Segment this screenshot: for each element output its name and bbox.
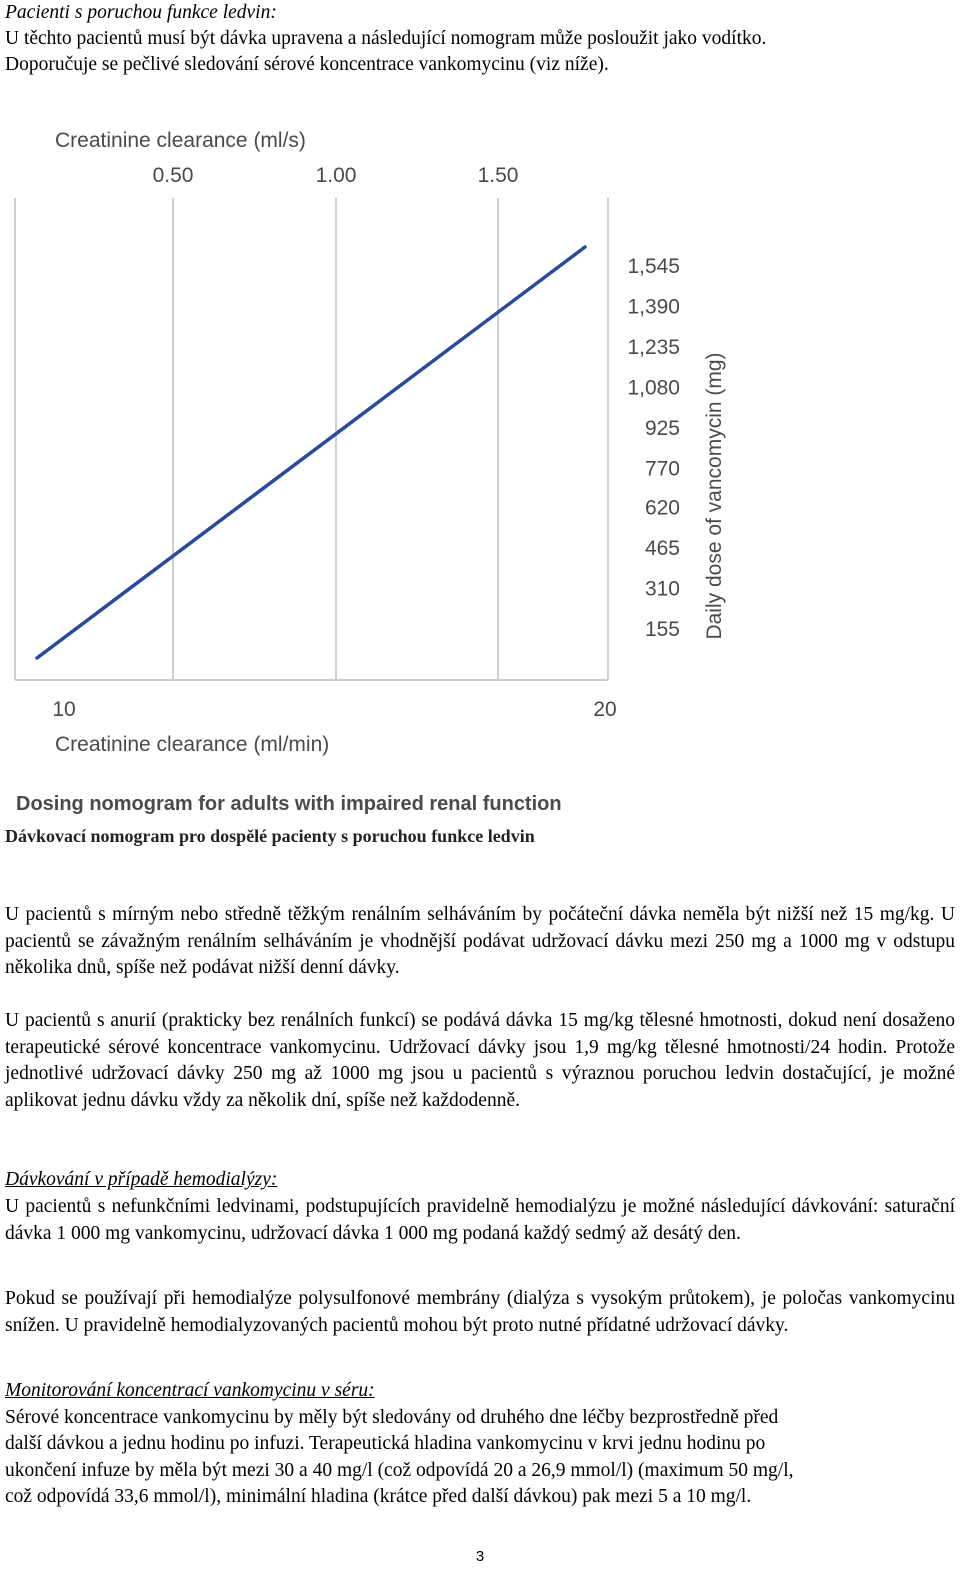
y-tick-label: 925: [644, 416, 680, 440]
paragraph-hemodialysis: U pacientů s nefunkčními ledvinami, podstupujících pravidelně hemodialýzu je možné následující dávkování: saturační dávka 1 000 mg vankomycinu, udržovací dávka 1 000 mg podaná každý sedmý až desátý den.: [5, 1196, 955, 1244]
section-heading-hemodialysis: Dávkování v případě hemodialýzy:: [5, 1169, 278, 1190]
top-axis-title: Creatinine clearance (ml/s): [55, 129, 306, 152]
renal-intro-line-2: Doporučuje se pečlivé sledování sérové koncentrace vankomycinu (viz níže).: [5, 54, 609, 75]
y-tick-label: 1,235: [627, 335, 680, 359]
renal-intro-line-1: U těchto pacientů musí být dávka upravena a následující nomogram může posloužit jako vodítko.: [5, 28, 767, 49]
page-number: 3: [475, 1548, 485, 1565]
y-tick-label: 620: [644, 496, 680, 520]
y-tick-label: 310: [644, 577, 680, 601]
paragraph-polysulfone: Pokud se používají při hemodialýze polysulfonové membrány (dialýza s vysokým průtokem), je poločas vankomycinu snížen. U pravidelně hemodialyzovaných pacientů mohou být proto nutné přídatné udržovací dávky.: [5, 1288, 955, 1336]
y-tick-label: 1,545: [627, 255, 680, 278]
dose-line: [37, 247, 585, 658]
monitoring-line-4: což odpovídá 33,6 mmol/l), minimální hladina (krátce před další dávkou) pak mezi 5 a 10 mg/l.: [5, 1486, 752, 1507]
section-heading-monitoring: Monitorování koncentrací vankomycinu v séru:: [5, 1380, 375, 1401]
y-axis-label: Daily dose of vancomycin (mg): [703, 352, 726, 640]
monitoring-line-1: Sérové koncentrace vankomycinu by měly být sledovány od druhého dne léčby bezprostředně před: [5, 1407, 779, 1428]
x-tick-label: 20: [593, 698, 617, 721]
x-axis-label: Creatinine clearance (ml/min): [55, 733, 330, 756]
y-tick-label: 1,390: [627, 295, 680, 319]
y-tick-label: 465: [644, 537, 680, 561]
paragraph-mild-renal-failure: U pacientů s mírným nebo středně těžkým renálním selháváním by počáteční dávka neměla být nižší než 15 mg/kg. U pacientů se závažným renálním selháváním je vhodnější podávat udržovací dávku mezi 250 mg a 1000 mg v odstupu několika dnů, spíše než podávat nižší denní dávky.: [5, 904, 955, 978]
nomogram-caption-english: Dosing nomogram for adults with impaired renal function: [16, 793, 562, 815]
x-tick-label: 10: [52, 698, 76, 721]
top-tick-label: 1.50: [477, 164, 519, 187]
y-tick-label: 155: [644, 618, 680, 641]
monitoring-line-3: ukončení infuze by měla být mezi 30 a 40 mg/l (což odpovídá 20 a 26,9 mmol/l) (maximum 50 mg/l,: [5, 1460, 794, 1481]
monitoring-line-2: další dávkou a jednu hodinu po infuzi. Terapeutická hladina vankomycinu v krvi jednu hodinu po: [5, 1433, 766, 1454]
top-tick-label: 0.50: [152, 164, 194, 187]
nomogram-caption-czech: Dávkovací nomogram pro dospělé pacienty s poruchou funkce ledvin: [5, 826, 535, 846]
y-tick-label: 1,080: [627, 376, 680, 400]
y-tick-label: 770: [644, 457, 680, 481]
top-tick-label: 1.00: [315, 164, 357, 187]
dosing-nomogram-chart: [0, 110, 960, 790]
section-heading-renal: Pacienti s poruchou funkce ledvin:: [5, 2, 277, 23]
paragraph-anuria: U pacientů s anurií (prakticky bez renálních funkcí) se podává dávka 15 mg/kg tělesné hmotnosti, dokud není dosaženo terapeutické sérové koncentrace vankomycinu. Udržovací dávky jsou 1,9 mg/kg tělesné hmotnosti/24 hodin. Protože jednotlivé udržovací dávky 250 mg až 1000 mg jsou u pacientů s výraznou poruchou ledvin dostačující, je možné aplikovat jednu dávku vždy za několik dní, spíše než každodenně.: [5, 1010, 955, 1111]
